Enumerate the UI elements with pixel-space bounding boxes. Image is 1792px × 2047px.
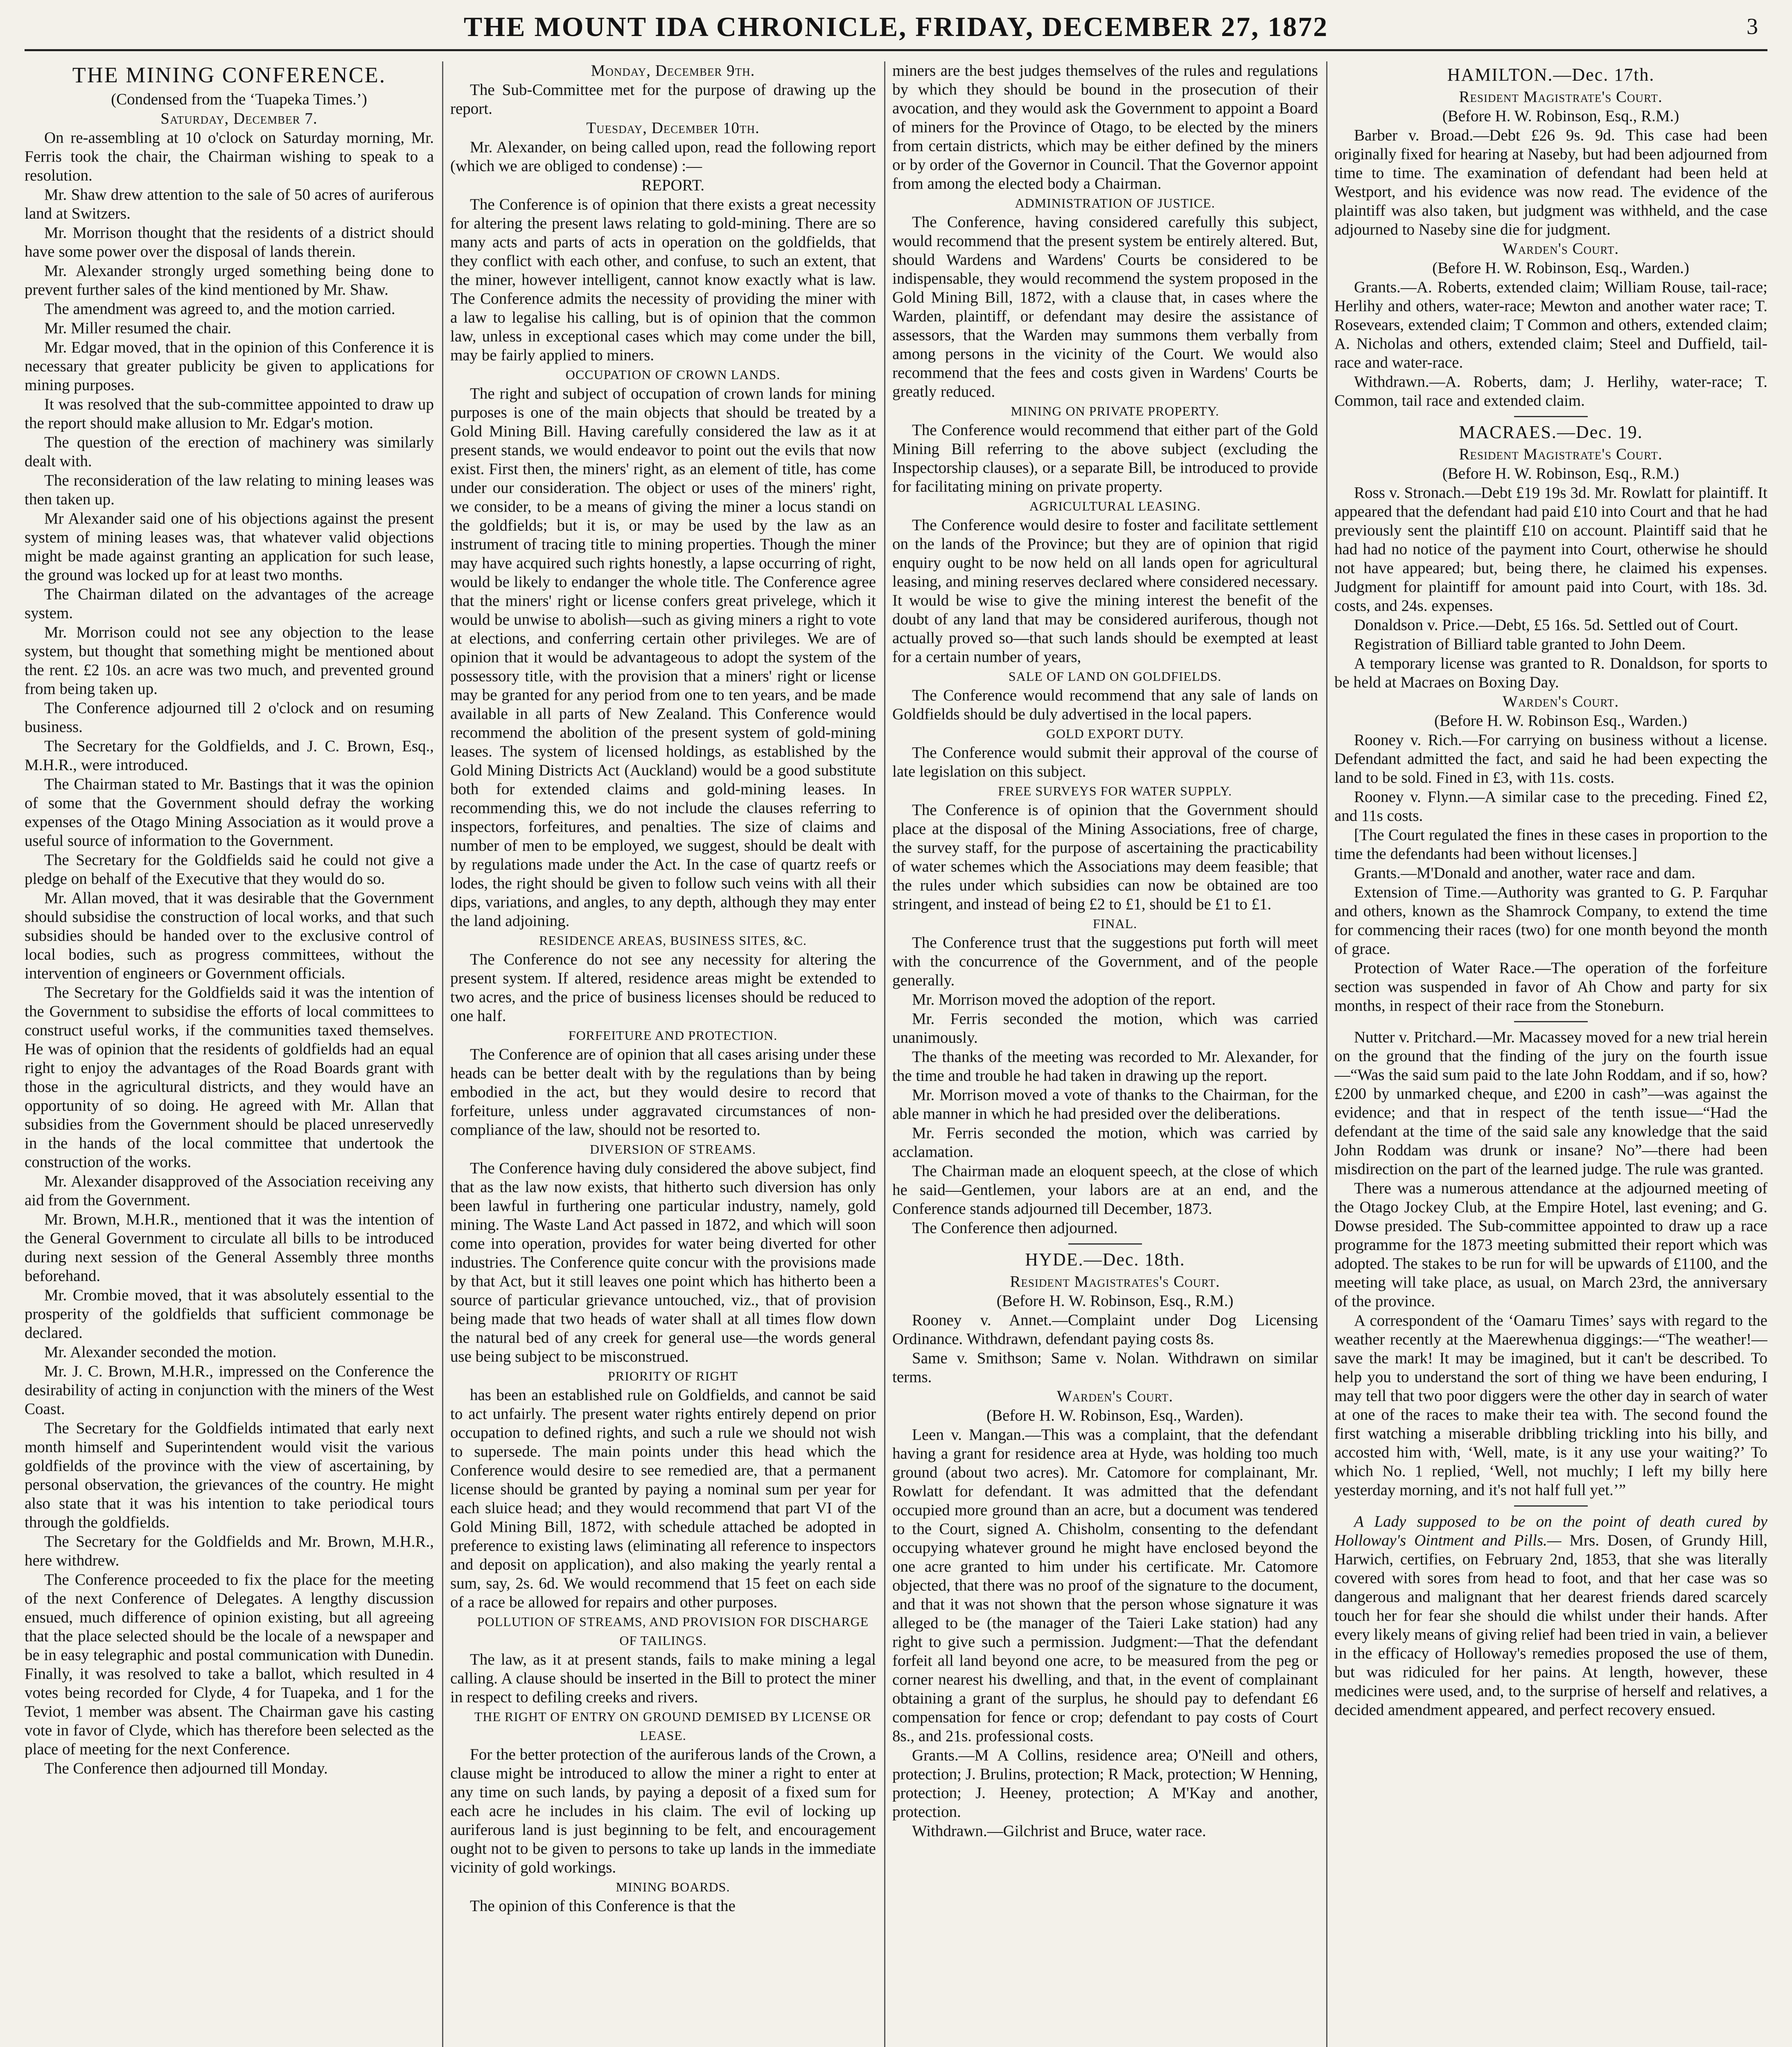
court-before: (Before H. W. Robinson, Esq., R.M.) bbox=[996, 1292, 1234, 1310]
macraes-heading: MACRAES.—Dec. 19. bbox=[1459, 422, 1643, 442]
paragraph: It was resolved that the sub-committee appointed to draw up the report should make allusion to Mr. Edgar's motion. bbox=[25, 395, 434, 432]
paragraph: Withdrawn.—A. Roberts, dam; J. Herlihy, water-race; T. Common, tail race and extended claim. bbox=[1334, 373, 1767, 409]
paragraph: The Conference would recommend that either part of the Gold Mining Bill referring to the above subject (excluding the Inspectorship clauses), or a separate Bill, be introduced to provide for facilitating mining on private property. bbox=[892, 421, 1318, 495]
hyde-heading: HYDE.—Dec. 18th. bbox=[1025, 1249, 1185, 1270]
paragraph: The Conference having duly considered the above subject, find that as the law now exists, that hitherto such diversion has only been lawful in furthering one particular industry, namely, gold mining. The Waste Land Act passed in 1872, and which will soon come into operation, provides for water being diverted for other industries. The Conference quite concur with the provisions made by that Act, but it still leaves one point which has hitherto been a source of particular grievance untouched, viz., that of provision being made that two heads of water shall at all times flow down the natural bed of any creek for general use—the words general use being subject to be misconstrued. bbox=[450, 1159, 876, 1365]
article-source: (Condensed from the ‘Tuapeka Times.’) bbox=[111, 90, 367, 108]
paragraph: There was a numerous attendance at the adjourned meeting of the Otago Jockey Club, at the Empire Hotel, last evening; and G. Dowse presided. The Sub-committee appointed to draw up a race programme for the 1873 meeting submitted their report which was adopted. The stakes to be run for will be upwards of £1100, and the meeting will take place, as usual, on March 23rd, the anniversary of the province. bbox=[1334, 1179, 1767, 1310]
column-1 bbox=[25, 61, 434, 2047]
paragraph: The Conference adjourned till 2 o'clock and on resuming business. bbox=[25, 699, 434, 736]
page-number: 3 bbox=[1747, 14, 1759, 39]
column-2 bbox=[450, 61, 876, 2047]
paragraph: Mr. Morrison thought that the residents of a district should have some power over the disposal of lands therein. bbox=[25, 224, 434, 260]
paragraph: Mr. Edgar moved, that in the opinion of this Conference it is necessary that greater publicity be given to applications for mining purposes. bbox=[25, 339, 434, 394]
paragraph: Mr. Ferris seconded the motion, which was carried by acclamation. bbox=[892, 1124, 1318, 1161]
paragraph: miners are the best judges themselves of the rules and regulations by which they should be bound in the prosecution of their avocation, and they would ask the Government to appoint a Board of miners for the Province of Otago, to be elected by the miners from certain districts, which may be either defined by the miners or by order of the Governor in Council. That the Governor appoint from among the elected body a Chairman. bbox=[892, 62, 1318, 192]
paragraph: Mr. Morrison moved a vote of thanks to the Chairman, for the able manner in which he had presided over the deliberations. bbox=[892, 1086, 1318, 1123]
court-heading: Warden's Court. bbox=[1056, 1387, 1174, 1405]
paragraph: The reconsideration of the law relating to mining leases was then taken up. bbox=[25, 472, 434, 508]
paragraph: The opinion of this Conference is that the bbox=[470, 1897, 736, 1915]
section-caption: RESIDENCE AREAS, BUSINESS SITES, &C. bbox=[539, 933, 807, 948]
paragraph: Mr. Shaw drew attention to the sale of 50 acres of auriferous land at Switzers. bbox=[25, 186, 434, 222]
advertisement bbox=[1334, 1512, 1767, 1719]
article-body bbox=[25, 129, 434, 1778]
date-heading: Monday, December 9th. bbox=[591, 62, 755, 79]
article-date: Saturday, December 7. bbox=[160, 110, 318, 127]
paragraph: Mr. Alexander seconded the motion. bbox=[44, 1343, 277, 1361]
masthead bbox=[25, 8, 1767, 45]
column-divider bbox=[442, 61, 443, 2047]
court-heading: Resident Magistrate's Court. bbox=[1459, 88, 1663, 106]
paragraph: The Conference are of opinion that all cases arising under these heads can be better dealt with by the regulations than by being embodied in the act, but they would desire to record that forfeiture, unless under aggravated circumstances of non-compliance of the law, should not be resorted to. bbox=[450, 1046, 876, 1139]
court-heading: Resident Magistrate's Court. bbox=[1459, 445, 1663, 463]
section-caption: THE RIGHT OF ENTRY ON GROUND DEMISED BY LICENSE OR LEASE. bbox=[474, 1709, 872, 1743]
paragraph: Nutter v. Pritchard.—Mr. Macassey moved for a new trial herein on the ground that the finding of the jury on the fourth issue—“Was the said sum paid to the late John Roddam, and if so, how? £200 by unmarked cheque, and £200 in cash”—was against the evidence; and that in respect of the tenth issue—“Had the defendant at the time of the said sale any knowledge that the said John Roddam was drunk or insane? No”—there had been misdirection on the part of the learned judge. The rule was granted. bbox=[1334, 1028, 1767, 1178]
court-heading: Resident Magistrates's Court. bbox=[1010, 1273, 1220, 1290]
paragraph: The Conference then adjourned. bbox=[912, 1219, 1118, 1237]
section-caption: ADMINISTRATION OF JUSTICE. bbox=[1015, 196, 1215, 210]
paragraph: The Conference is of opinion that the Government should place at the disposal of the Mining Associations, free of charge, the survey staff, for the purpose of ascertaining the practicability of water schemes which the Associations may deem feasible; that the rules under which subsidies can now be obtained are too stringent, and instead of being £2 to £1, should be £1 to £1. bbox=[892, 801, 1318, 913]
paragraph: Barber v. Broad.—Debt £26 9s. 9d. This case had been originally fixed for hearing at Naseby, but had been adjourned from time to time. The examination of defendant had been held at Westport, and his evidence was now read. The evidence of the plaintiff was also taken, but judgment was withheld, and the case adjourned to Naseby sine die for judgment. bbox=[1334, 127, 1767, 238]
paragraph: Ross v. Stronach.—Debt £19 19s 3d. Mr. Rowlatt for plaintiff. It appeared that the defendant had paid £10 into Court and that he had previously sent the plaintiff £10 on account. Plaintiff said that he had had no notice of the payment into Court, otherwise he should not have appeared; but, being there, he claimed his expenses. Judgment for plaintiff for amount paid into Court, with 18s. 3d. costs, and 24s. expenses. bbox=[1334, 484, 1767, 615]
court-heading: Warden's Court. bbox=[1502, 693, 1619, 710]
paragraph: The question of the erection of machinery was similarly dealt with. bbox=[25, 434, 434, 470]
court-before: (Before H. W. Robinson, Esq., R.M.) bbox=[1442, 465, 1679, 482]
paragraph: The Conference trust that the suggestions put forth will meet with the concurrence of the Government, and of the people generally. bbox=[892, 934, 1318, 989]
paragraph: Donaldson v. Price.—Debt, £5 16s. 5d. Settled out of Court. bbox=[1354, 616, 1738, 634]
court-before: (Before H. W. Robinson, Esq., Warden). bbox=[986, 1407, 1244, 1424]
paragraph: The Conference would submit their approval of the course of late legislation on this subject. bbox=[892, 744, 1318, 780]
paragraph: The Conference then adjourned till Monday. bbox=[44, 1760, 328, 1777]
paragraph: A temporary license was granted to R. Donaldson, for sports to be held at Macraes on Boxing Day. bbox=[1334, 655, 1767, 691]
ad-body: Mrs. Dosen, of Grundy Hill, Harwich, certifies, on February 2nd, 1853, that she was literally covered with sores from head to foot, and that her case was so dangerous and malignant that her dearest friends dared scarcely touch her for fear she should die whilst under their hands. After every likely means of giving relief had been tried in vain, a believer in the efficacy of Holloway's remedies proposed the use of them, but was ridiculed for her pains. At length, however, these medicines were used, and, to the surprise of herself and relatives, a decided amendment appeared, and perfect recovery ensued. bbox=[1334, 1532, 1767, 1719]
paragraph: Mr. Morrison moved the adoption of the report. bbox=[912, 991, 1216, 1008]
paragraph: Mr. Alexander strongly urged something being done to prevent further sales of the kind mentioned by Mr. Shaw. bbox=[25, 262, 434, 298]
section-caption: MINING ON PRIVATE PROPERTY. bbox=[1011, 404, 1219, 418]
paragraph: The law, as it at present stands, fails to make mining a legal calling. A clause should be inserted in the Bill to protect the miner in respect to defiling creeks and rivers. bbox=[450, 1651, 876, 1706]
section-caption: POLLUTION OF STREAMS, AND PROVISION FOR DISCHARGE OF TAILINGS. bbox=[477, 1614, 869, 1648]
paragraph: Mr. Alexander, on being called upon, read the following report (which we are obliged to condense) :— bbox=[450, 138, 876, 175]
paragraph: Registration of Billiard table granted to John Deem. bbox=[1354, 635, 1686, 653]
paragraph: The Secretary for the Goldfields said he could not give a pledge on behalf of the Executive that they would do so. bbox=[25, 851, 434, 888]
masthead-title: THE MOUNT IDA CHRONICLE, FRIDAY, DECEMBER 27, 1872 bbox=[463, 11, 1329, 42]
paragraph: A correspondent of the ‘Oamaru Times’ says with regard to the weather recently at the Maerewhenua diggings:—“The weather!—save the mark! It may be imagined, but it can't be described. To help you to understand the sort of thing we have been enduring, I may tell that two poor diggers were the other day in search of water at one of the races to make their tea with. The second found the first watching a miserable dribbling trickling into his billy, and accosted him with, ‘Well, mate, is it any use your waiting?’ To which No. 1 replied, ‘Well, not muchly; I left my billy here yesterday morning, and it's not half full yet.’” bbox=[1334, 1312, 1767, 1499]
paragraph: Protection of Water Race.—The operation of the forfeiture section was suspended in favor of Ah Chow and party for six months, in respect of their race from the Stoneburn. bbox=[1334, 959, 1767, 1014]
paragraph: Rooney v. Flynn.—A similar case to the preceding. Fined £2, and 11s costs. bbox=[1334, 788, 1767, 825]
column-4 bbox=[1334, 61, 1767, 2047]
section-caption: FREE SURVEYS FOR WATER SUPPLY. bbox=[998, 784, 1232, 798]
hamilton-heading: HAMILTON.—Dec. 17th. bbox=[1447, 65, 1655, 85]
paragraph: Grants.—M A Collins, residence area; O'Neill and others, protection; J. Brulins, protection; R Mack, protection; W Henning, protection; J. Heeney, protection; A M'Kay and another, protection. bbox=[892, 1747, 1318, 1821]
paragraph: The Secretary for the Goldfields said it was the intention of the Government to subsidise the efforts of local committees to construct useful works, if the communities taxed themselves. He was of opinion that the residents of goldfields had an equal right to enjoy the advantages of the Road Boards grant with those in the agricultural districts, and they would have an opportunity of so doing. He agreed with Mr. Allan that subsidies from the Government should be placed unreservedly in the hands of the local committee that undertook the construction of the works. bbox=[25, 984, 434, 1171]
paragraph: The Conference proceeded to fix the place for the meeting of the next Conference of Delegates. A lengthy discussion ensued, much difference of opinion existing, but all agreeing that the place selected should be the locale of a newspaper and be in easy telegraphic and postal communication with Dunedin. Finally, it was resolved to take a ballot, which resulted in 4 votes being recorded for Clyde, 4 for Tuapeka, and 1 for the Teviot, 1 member was absent. The Chairman gave his casting vote in favor of Clyde, which has therefore been selected as the place of meeting for the next Conference. bbox=[25, 1571, 434, 1758]
section-caption: MINING BOARDS. bbox=[616, 1880, 730, 1894]
paragraph: The Conference would recommend that any sale of lands on Goldfields should be duly advertised in the local papers. bbox=[892, 687, 1318, 723]
court-before: (Before H. W. Robinson, Esq., R.M.) bbox=[1442, 107, 1679, 125]
masthead-rule bbox=[25, 49, 1767, 51]
paragraph: The Secretary for the Goldfields, and J. C. Brown, Esq., M.H.R., were introduced. bbox=[25, 737, 434, 774]
paragraph: On re-assembling at 10 o'clock on Saturday morning, Mr. Ferris took the chair, the Chairman wishing to speak to a resolution. bbox=[25, 129, 434, 184]
paragraph: The Secretary for the Goldfields and Mr. Brown, M.H.R., here withdrew. bbox=[25, 1533, 434, 1569]
section-caption: SALE OF LAND ON GOLDFIELDS. bbox=[1008, 669, 1222, 684]
article-heading: THE MINING CONFERENCE. bbox=[72, 63, 386, 87]
section-caption: PRIORITY OF RIGHT bbox=[607, 1369, 738, 1383]
paragraph: The thanks of the meeting was recorded to Mr. Alexander, for the time and trouble he had taken in drawing up the report. bbox=[892, 1048, 1318, 1085]
paragraph: Same v. Smithson; Same v. Nolan. Withdrawn on similar terms. bbox=[892, 1349, 1318, 1386]
column-divider bbox=[884, 61, 885, 2047]
ad-heading: A Lady supposed to be on the point of death cured by Holloway's Ointment and Pills.— bbox=[1334, 1513, 1767, 1549]
paragraph: Rooney v. Rich.—For carrying on business without a license. Defendant admitted the fact, and said he had been expecting the land to be sold. Fined in £3, with 11s. costs. bbox=[1334, 731, 1767, 786]
paragraph: The Chairman made an eloquent speech, at the close of which he said—Gentlemen, your labors are at an end, and the Conference stands adjourned till December, 1873. bbox=[892, 1162, 1318, 1218]
paragraph: Mr. Crombie moved, that it was absolutely essential to the prosperity of the goldfields that sufficient commonage be declared. bbox=[25, 1286, 434, 1342]
paragraph: The Chairman stated to Mr. Bastings that it was the opinion of some that the Government should defray the working expenses of the Otago Mining Association as it would prove a useful source of information to the Government. bbox=[25, 775, 434, 850]
paragraph: The Conference is of opinion that there exists a great necessity for altering the present laws relating to gold-mining. There are so many acts and parts of acts in operation on the goldfields, that they conflict with each other, and confuse, to such an extent, that the miner, however intelligent, cannot know exactly what is law. The Conference admits the necessity of providing the miner with a law to legalise his calling, but is of opinion that the common law, unless in exceptional cases which may come under the bill, may be fairly applied to miners. bbox=[450, 196, 876, 364]
paragraph: The Conference, having considered carefully this subject, would recommend that the present system be entirely altered. But, should Wardens and Wardens' Courts be considered to be indispensable, they would recommend the system proposed in the Gold Mining Bill, 1872, with a clause that, in cases where the Warden, plaintiff, or defendant may desire the assistance of assessors, that the Warden may summons them verbally from among persons in the vicinity of the Court. We would also recommend that the fees and costs given in Wardens' Courts be greatly reduced. bbox=[892, 213, 1318, 400]
court-before: (Before H. W. Robinson, Esq., Warden.) bbox=[1432, 259, 1689, 277]
section-divider bbox=[1514, 1021, 1588, 1022]
section-caption: DIVERSION OF STREAMS. bbox=[590, 1142, 756, 1157]
paragraph: The Conference do not see any necessity for altering the present system. If altered, residence areas might be extended to two acres, and the price of business licenses should be reduced to one half. bbox=[450, 951, 876, 1025]
report-heading: REPORT. bbox=[641, 176, 705, 194]
paragraph: Mr. Brown, M.H.R., mentioned that it was the intention of the General Government to circulate all bills to be introduced during next session of the General Assembly three months beforehand. bbox=[25, 1211, 434, 1285]
paragraph: Mr. Alexander disapproved of the Association receiving any aid from the Government. bbox=[25, 1173, 434, 1209]
court-heading: Warden's Court. bbox=[1502, 240, 1619, 258]
paragraph: Mr. Morrison could not see any objection to the lease system, but thought that something might be mentioned about the rent. £2 10s. an acre was two much, and prevented ground from being taken up. bbox=[25, 624, 434, 698]
section-caption: OCCUPATION OF CROWN LANDS. bbox=[565, 367, 781, 382]
paragraph: [The Court regulated the fines in these cases in proportion to the time the defendants had been without licenses.] bbox=[1334, 826, 1767, 863]
paragraph: Extension of Time.—Authority was granted to G. P. Farquhar and others, known as the Shamrock Company, to extend the time for commencing their races (two) for one month beyond the month of grace. bbox=[1334, 883, 1767, 958]
section-caption: FORFEITURE AND PROTECTION. bbox=[568, 1028, 778, 1043]
section-divider bbox=[1514, 416, 1588, 417]
paragraph: Mr. Allan moved, that it was desirable that the Government should subsidise the construction of local works, and that such subsidies should be handed over to the exclusive control of local bodies, such as progress committees, without the intervention of engineers or Government officials. bbox=[25, 889, 434, 982]
paragraph: The Sub-Committee met for the purpose of drawing up the report. bbox=[450, 81, 876, 117]
date-heading: Tuesday, December 10th. bbox=[586, 119, 760, 137]
column-3 bbox=[892, 61, 1318, 2047]
paragraph: The Chairman dilated on the advantages of the acreage system. bbox=[25, 585, 434, 622]
paragraph: Mr Alexander said one of his objections against the present system of mining leases was, that whatever valid objections might be made against granting an application for such lease, the ground was locked up for at least two months. bbox=[25, 510, 434, 584]
paragraph: Grants.—M'Donald and another, water race and dam. bbox=[1354, 864, 1695, 882]
paragraph: has been an established rule on Goldfields, and cannot be said to act unfairly. The present water rights entirely depend on prior occupation to defined rights, and such a rule we should not wish to supersede. The main points under this head which the Conference would desire to see remedied are, that a permanent license should be granted by paying a nominal sum per year for each sluice head; and they would recommend that part VI of the Gold Mining Bill, 1872, with schedule attached be adopted in preference to existing laws (eliminating all reference to inspectors and deposit on application), and also making the yearly rental a sum, say, 2s. 6d. We would recommend that 15 feet on each side of a race be allowed for repairs and other purposes. bbox=[450, 1386, 876, 1611]
paragraph: Grants.—A. Roberts, extended claim; William Rouse, tail-race; Herlihy and others, water-race; Mewton and another water race; T. Rosevears, extended claim; T Common and others, extended claim; A. Nicholas and others, extended claim; Steel and Duffield, tail-race and water-race. bbox=[1334, 278, 1767, 371]
paragraph: Withdrawn.—Gilchrist and Bruce, water race. bbox=[912, 1822, 1206, 1840]
court-before: (Before H. W. Robinson Esq., Warden.) bbox=[1434, 712, 1687, 730]
section-caption: AGRICULTURAL LEASING. bbox=[1029, 499, 1201, 513]
section-divider bbox=[1514, 1505, 1588, 1507]
paragraph: Mr. J. C. Brown, M.H.R., impressed on the Conference the desirability of acting in conjunction with the miners of the West Coast. bbox=[25, 1362, 434, 1418]
paragraph: The right and subject of occupation of crown lands for mining purposes is one of the main objects that should be treated by a Gold Mining Bill. Having carefully considered the law as it at present stands, we would endeavor to point out the evils that now exist. First then, the miners' right, as an element of title, has come under our consideration. The object or uses of the miners' right, we consider, to be a means of giving the miner a locus standi on the goldfields; but it is, or may be used by the law as an instrument of tracing title to mining properties. Though the miner may have acquired such rights honestly, a lapse occurring of right, would be likely to endanger the whole title. The Conference agree that the miners' right or license confers great privelege, which it would be unwise to abolish—such as giving miners a right to vote at elections, and conferring certain other privileges. We are of opinion that it would be advantageous to adopt the system of the possessory title, with the provision that a miners' right or license may be granted for any period from one to ten years, and be made available in all parts of New Zealand. This Conference would recommend the abolition of the present system of gold-mining leases. The system of licensed holdings, as established by the Gold Mining Districts Act (Auckland) would be a good substitute both for extended claims and gold-mining leases. In recommending this, we do not include the clauses referring to inspectors, forfeitures, and penalties. The size of claims and number of men to be employed, we suggest, should be dealt with by regulations made under the Act. In the case of quartz reefs or lodes, the right should be given to follow such veins with all their dips, variations, and angles, to any depth, although they may enter the land adjoining. bbox=[450, 385, 876, 930]
paragraph: The amendment was agreed to, and the motion carried. bbox=[44, 300, 395, 318]
column-divider bbox=[1326, 61, 1327, 2047]
section-divider bbox=[1068, 1243, 1142, 1245]
paragraph: The Conference would desire to foster and facilitate settlement on the lands of the Province; but they are of opinion that rigid enquiry ought to be now held on all lands open for agricultural leasing, and mining reserves declared where considered necessary. It would be wise to give the mining interest the benefit of the doubt of any land that may be considered auriferous, though not actually proved so—that such lands should be exempted at least for a certain number of years, bbox=[892, 516, 1318, 666]
section-caption: FINAL. bbox=[1092, 916, 1137, 931]
paragraph: Mr. Miller resumed the chair. bbox=[44, 319, 232, 337]
section-caption: GOLD EXPORT DUTY. bbox=[1046, 726, 1184, 741]
paragraph: Rooney v. Annet.—Complaint under Dog Licensing Ordinance. Withdrawn, defendant paying costs 8s. bbox=[892, 1311, 1318, 1348]
paragraph: Mr. Ferris seconded the motion, which was carried unanimously. bbox=[892, 1010, 1318, 1046]
paragraph: The Secretary for the Goldfields intimated that early next month himself and Superintendent would visit the various goldfields of the province with the view of ascertaining, by personal observation, the grievances of the country. He might also state that it was his intention to take periodical tours through the goldfields. bbox=[25, 1419, 434, 1531]
paragraph: Leen v. Mangan.—This was a complaint, that the defendant having a grant for residence area at Hyde, was holding too much ground (about two acres). Mr. Catomore for complainant, Mr. Rowlatt for defendant. It was admitted that the defendant occupied more ground than an acre, but a document was tendered to the Court, signed A. Chisholm, consenting to the defendant occupying whatever ground he might have enclosed beyond the one acre granted to him under his certificate. Mr. Catomore objected, that there was no proof of the signature to the document, and that it was not shown that the person whose signature it was alleged to be (the manager of the Taieri Lake station) had any right to give such a permission. Judgment:—That the defendant forfeit all land beyond one acre, to be measured from the peg or corner nearest his dwelling, and that, in the event of complainant obtaining a grant of the surplus, he should pay to defendant £6 compensation for fence or crop; defendant to pay costs of Court 8s., and 21s. professional costs. bbox=[892, 1426, 1318, 1745]
paragraph: For the better protection of the auriferous lands of the Crown, a clause might be introduced to allow the miner a right to enter at any time on such lands, by paying a deposit of a fixed sum for each acre he includes in his claim. The evil of locking up auriferous land is just beginning to be felt, and encouragement ought not to be given to persons to take up lands in the immediate vicinity of gold workings. bbox=[450, 1746, 876, 1876]
